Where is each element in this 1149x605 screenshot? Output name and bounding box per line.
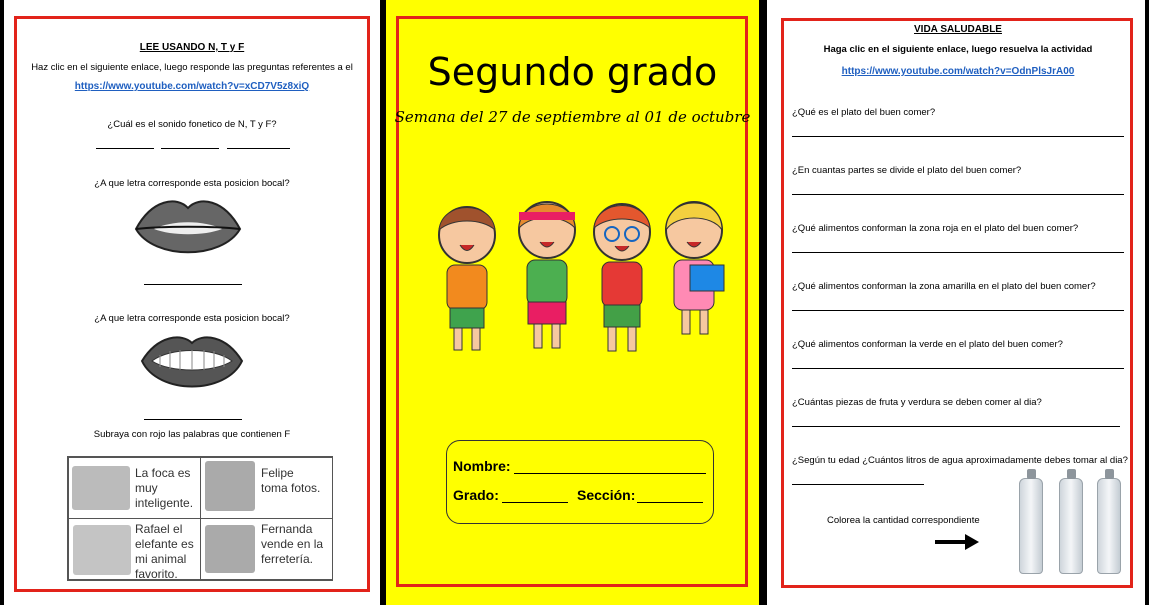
sentence-line[interactable]: inteligente. <box>135 496 194 510</box>
answer-line[interactable] <box>792 252 1124 253</box>
sentence-line[interactable]: Fernanda <box>261 522 313 536</box>
nombre-field[interactable] <box>514 473 706 474</box>
sentence-line[interactable]: toma fotos. <box>261 481 321 495</box>
sentence-grid <box>67 456 333 581</box>
sentence-line[interactable]: mi animal <box>135 552 187 566</box>
elephant-image <box>73 525 131 575</box>
answer-blank[interactable] <box>161 148 219 149</box>
sentence-line[interactable]: muy <box>135 481 158 495</box>
right-youtube-link[interactable]: https://www.youtube.com/watch?v=OdnPlsJrA00 <box>841 66 1075 77</box>
water-bottle[interactable] <box>1059 478 1083 574</box>
sentence-cell-foca <box>68 457 201 519</box>
nombre-label: Nombre: <box>453 458 511 474</box>
water-bottle[interactable] <box>1019 478 1043 574</box>
sentence-cell-felipe <box>200 457 333 519</box>
arrow-right-icon <box>935 534 979 550</box>
right-title: VIDA SALUDABLE <box>914 24 1002 35</box>
answer-line[interactable] <box>792 426 1120 427</box>
sentence-line[interactable]: La foca es <box>135 466 191 480</box>
sentence-cell-fernanda <box>200 518 333 580</box>
cover-page <box>386 0 759 605</box>
lips-open-teeth-image <box>140 329 244 399</box>
question-2: ¿En cuantas partes se divide el plato del buen comer? <box>792 165 1022 176</box>
answer-line[interactable] <box>792 194 1124 195</box>
left-youtube-link[interactable]: https://www.youtube.com/watch?v=xCD7V5z8xiQ <box>74 81 310 92</box>
photographer-image <box>205 461 255 511</box>
answer-line[interactable] <box>792 310 1124 311</box>
instruction-underline-f: Subraya con rojo las palabras que contienen F <box>93 429 291 440</box>
sentence-line[interactable]: favorito. <box>135 567 178 581</box>
grado-field[interactable] <box>502 502 568 503</box>
hardware-store-image <box>205 525 255 573</box>
question-7: ¿Según tu edad ¿Cuántos litros de agua aproximadamente debes tomar al dia? <box>792 455 1128 466</box>
answer-blank[interactable] <box>227 148 290 149</box>
grado-label: Grado: <box>453 487 499 503</box>
seccion-field[interactable] <box>637 502 703 503</box>
seal-image <box>72 466 130 510</box>
left-instruction: Haz clic en el siguiente enlace, luego responde las preguntas referentes a el <box>31 62 353 73</box>
question-4: ¿Qué alimentos conforman la zona amarilla en el plato del buen comer? <box>792 281 1096 292</box>
sentence-line[interactable]: Rafael el <box>135 522 183 536</box>
right-worksheet-page <box>767 0 1145 605</box>
question-6: ¿Cuántas piezas de fruta y verdura se deben comer al dia? <box>792 397 1042 408</box>
sentence-cell-rafael <box>68 518 201 580</box>
answer-blank[interactable] <box>144 419 242 420</box>
lips-closed-image <box>132 194 244 264</box>
left-worksheet-page <box>4 0 380 605</box>
water-bottle[interactable] <box>1097 478 1121 574</box>
sentence-line[interactable]: ferretería. <box>261 552 314 566</box>
color-instruction: Colorea la cantidad correspondiente <box>827 515 980 526</box>
answer-blank[interactable] <box>144 284 242 285</box>
seccion-label: Sección: <box>577 487 636 503</box>
question-1: ¿Qué es el plato del buen comer? <box>792 107 936 118</box>
cover-week-subtitle: Semana del 27 de septiembre al 01 de octubre <box>394 108 751 126</box>
answer-line[interactable] <box>792 368 1124 369</box>
question-5: ¿Qué alimentos conforman la verde en el plato del buen comer? <box>792 339 1063 350</box>
question-mouth-position-2: ¿A que letra corresponde esta posicion bocal? <box>94 313 290 324</box>
sentence-line[interactable]: Felipe <box>261 466 294 480</box>
left-title: LEE USANDO N, T y F <box>139 42 245 53</box>
cover-title: Segundo grado <box>427 50 718 94</box>
children-illustration <box>422 190 732 365</box>
answer-line[interactable] <box>792 136 1124 137</box>
answer-blank[interactable] <box>96 148 154 149</box>
student-info-box <box>446 440 714 524</box>
question-3: ¿Qué alimentos conforman la zona roja en el plato del buen comer? <box>792 223 1079 234</box>
sentence-line[interactable]: elefante es <box>135 537 194 551</box>
question-mouth-position-1: ¿A que letra corresponde esta posicion bocal? <box>94 178 290 189</box>
question-phonetic-sound: ¿Cuál es el sonido fonetico de N, T y F? <box>107 119 277 130</box>
sentence-line[interactable]: vende en la <box>261 537 324 551</box>
answer-line[interactable] <box>792 484 924 485</box>
right-instruction: Haga clic en el siguiente enlace, luego resuelva la actividad <box>823 44 1093 55</box>
